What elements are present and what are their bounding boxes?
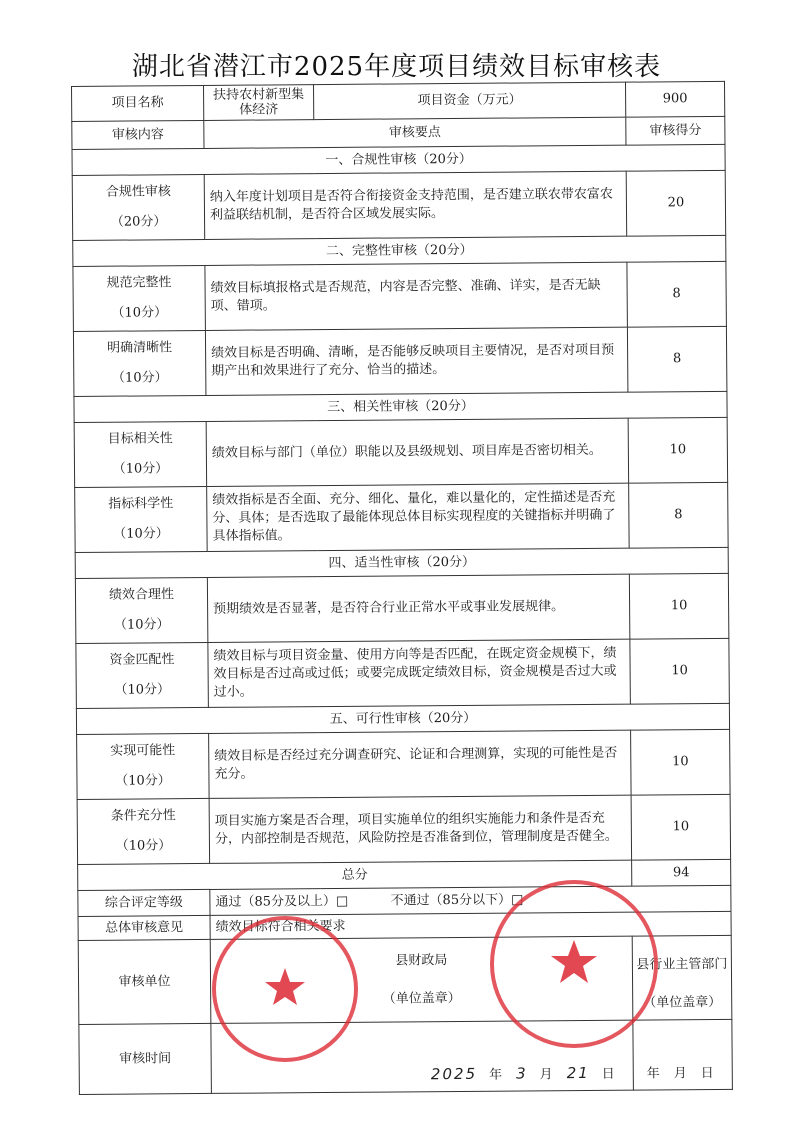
criteria-description: 绩效目标是否经过充分调查研究、论证和合理测算，实现的可能性是否充分。 xyxy=(209,730,631,798)
criteria-name-cell xyxy=(77,798,210,864)
criteria-description: 项目实施方案是否合理，项目实施单位的组织实施能力和条件是否充分，内部控制是否规范，风险防控是否准备到位，管理制度是否健全。 xyxy=(209,795,631,863)
criteria-score: 10 xyxy=(630,638,730,704)
fund-label: 项目资金（万元） xyxy=(313,82,625,119)
rating-fail-checkbox[interactable]: □ xyxy=(511,891,524,908)
criteria-description: 绩效目标与部门（单位）职能以及县级规划、项目库是否密切相关。 xyxy=(206,418,628,486)
criteria-name: 明确清晰性 xyxy=(106,340,173,356)
criteria-score: 10 xyxy=(629,573,729,639)
time-row xyxy=(79,1019,733,1094)
review-table xyxy=(71,81,733,1095)
criteria-name: 资金匹配性 xyxy=(109,652,175,668)
criteria-row xyxy=(73,326,726,396)
rating-label: 综合评定等级 xyxy=(78,889,210,916)
criteria-points: （10分） xyxy=(113,617,170,633)
criteria-row xyxy=(77,794,730,864)
content-label: 审核内容 xyxy=(72,120,204,149)
opinion-value: 绩效目标符合相关要求 xyxy=(210,911,731,939)
criteria-score: 10 xyxy=(628,417,728,483)
criteria-name: 规范完整性 xyxy=(106,275,172,291)
criteria-row xyxy=(72,170,725,240)
finance-date-year: 2025 xyxy=(430,1064,478,1084)
criteria-name: 指标科学性 xyxy=(108,496,174,512)
total-label: 总分 xyxy=(78,860,632,890)
section-title: 五、可行性审核（20分） xyxy=(76,703,729,734)
dept-unit-name: 县行业主管部门 xyxy=(636,956,728,973)
criteria-points: （10分） xyxy=(111,370,168,386)
criteria-score: 10 xyxy=(631,729,731,795)
criteria-name: 合规性审核 xyxy=(105,184,171,200)
finance-date: 2025 年 3 月 21 日 xyxy=(430,1063,617,1084)
page-title: 湖北省潜江市2025年度项目绩效目标审核表 xyxy=(131,52,662,82)
criteria-name: 条件充分性 xyxy=(110,808,176,824)
criteria-score: 10 xyxy=(631,794,731,860)
finance-unit-name: 县财政局 xyxy=(395,953,448,969)
criteria-description: 绩效目标填报格式是否规范，内容是否完整、准确、详实，是否无缺项、错项。 xyxy=(205,262,627,330)
units-label: 审核单位 xyxy=(78,939,211,1024)
criteria-points: （10分） xyxy=(114,682,171,698)
criteria-name: 实现可能性 xyxy=(110,743,176,759)
score-label: 审核得分 xyxy=(626,116,725,145)
criteria-name-cell xyxy=(73,265,206,331)
dept-date-cell xyxy=(633,1019,733,1090)
time-label: 审核时间 xyxy=(79,1023,212,1094)
criteria-row xyxy=(73,261,726,331)
section-title: 四、适当性审核（20分） xyxy=(75,547,728,578)
criteria-name-cell xyxy=(76,642,209,708)
criteria-points: （20分） xyxy=(110,214,167,230)
opinion-label: 总体审核意见 xyxy=(78,915,210,940)
finance-unit-seal-note: （单位盖章） xyxy=(382,990,461,1007)
criteria-description: 纳入年度计划项目是否符合衔接资金支持范围，是否建立联农带农富农利益联结机制，是否符合区域发展实际。 xyxy=(204,171,626,239)
project-name-value: 扶持农村新型集体经济 xyxy=(203,85,313,121)
sections-body xyxy=(72,144,731,864)
criteria-score: 8 xyxy=(629,482,729,548)
rating-options xyxy=(210,885,731,915)
criteria-description: 绩效目标与项目资金量、使用方向等是否匹配，在既定资金规模下，绩效目标是否过高或过低；或要完成既定绩效目标，资金规模是否过大或过小。 xyxy=(208,639,630,707)
criteria-name-cell xyxy=(72,174,205,240)
criteria-row xyxy=(75,573,728,643)
section-title: 二、完整性审核（20分） xyxy=(73,235,726,266)
dept-unit-seal-note: （单位盖章） xyxy=(643,994,722,1011)
criteria-description: 绩效指标是否全面、充分、细化、量化，难以量化的，定性描述是否充分、具体；是否选取了最能体现总体目标实现程度的关键指标并明确了具体指标值。 xyxy=(207,483,629,551)
units-row xyxy=(78,935,732,1024)
review-form xyxy=(71,81,732,1084)
criteria-name-cell xyxy=(75,577,208,643)
criteria-name-cell xyxy=(74,421,207,487)
criteria-name: 绩效合理性 xyxy=(108,587,175,603)
header-row xyxy=(72,81,725,121)
section-title: 一、合规性审核（20分） xyxy=(72,144,725,175)
dept-unit-cell xyxy=(632,935,732,1020)
criteria-score: 8 xyxy=(627,261,727,327)
criteria-description: 预期绩效是否显著，是否符合行业正常水平或事业发展规律。 xyxy=(207,574,629,642)
criteria-row xyxy=(77,729,730,799)
dept-date: 年 月 日 xyxy=(646,1065,716,1082)
project-name-label: 项目名称 xyxy=(72,85,204,121)
fund-value: 900 xyxy=(625,81,724,117)
criteria-points: （10分） xyxy=(111,305,168,321)
total-value: 94 xyxy=(632,859,731,886)
finance-date-day: 21 xyxy=(566,1063,590,1083)
criteria-score: 8 xyxy=(627,326,727,392)
criteria-points: （10分） xyxy=(115,838,172,854)
points-label: 审核要点 xyxy=(204,117,626,148)
criteria-name-cell xyxy=(73,330,206,396)
criteria-points: （10分） xyxy=(112,461,169,477)
criteria-row xyxy=(75,482,728,552)
criteria-score: 20 xyxy=(626,170,726,236)
criteria-row xyxy=(74,417,727,487)
criteria-name-cell xyxy=(77,733,210,799)
section-title: 三、相关性审核（20分） xyxy=(74,391,727,422)
rating-fail-label: 不通过（85分以下） xyxy=(390,892,512,909)
rating-pass-label: 通过（85分及以上） xyxy=(215,893,337,910)
criteria-name-cell xyxy=(75,486,208,552)
finance-date-cell xyxy=(211,1020,634,1093)
criteria-row xyxy=(76,638,729,708)
criteria-name: 目标相关性 xyxy=(107,431,173,447)
criteria-points: （10分） xyxy=(113,526,169,542)
criteria-description: 绩效目标是否明确、清晰，是否能够反映项目主要情况，是否对项目预期产出和效果进行了充分、恰当的描述。 xyxy=(205,327,627,395)
finance-date-month: 3 xyxy=(516,1064,528,1083)
finance-unit-cell xyxy=(210,936,633,1023)
rating-pass-checkbox[interactable]: □ xyxy=(335,893,349,909)
criteria-points: （10分） xyxy=(115,773,171,789)
